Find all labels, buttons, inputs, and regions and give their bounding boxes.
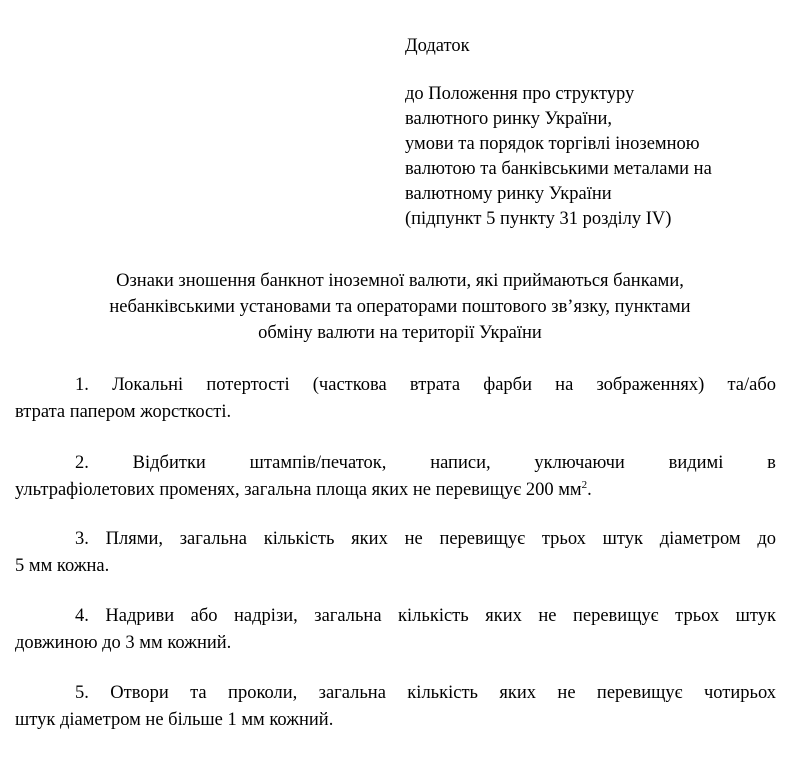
- list-item-4: [15, 603, 776, 657]
- item-word: штампів/печаток,: [249, 453, 387, 473]
- item-line: довжиною до 3 мм кожний.: [15, 633, 232, 653]
- item-word: уключаючи: [534, 453, 625, 473]
- appendix-line: валютою та банківськими металами на: [405, 159, 712, 179]
- appendix-line: умови та порядок торгівлі іноземною: [405, 134, 700, 154]
- item-line: 4. Надриви або надрізи, загальна кількість яких не перевищує трьох штук: [75, 606, 776, 626]
- item-line: [15, 450, 776, 477]
- list-item-1: [15, 372, 776, 426]
- appendix-reference: [405, 81, 800, 231]
- appendix-line: валютного ринку України,: [405, 109, 613, 129]
- appendix-line: валютному ринку України: [405, 184, 612, 204]
- item-line: 5. Отвори та проколи, загальна кількість яких не перевищує чотирьох: [75, 683, 776, 703]
- item-line: штук діаметром не більше 1 мм кожний.: [15, 710, 334, 730]
- item-text-end: .: [587, 480, 592, 500]
- superscript: 2: [581, 479, 588, 491]
- document-heading: [20, 268, 780, 346]
- appendix-line: до Положення про структуру: [405, 84, 635, 104]
- heading-line: небанківськими установами та операторами поштового зв’язку, пунктами: [109, 297, 691, 317]
- list-item-2: [15, 450, 776, 504]
- list-item-5: [15, 680, 776, 734]
- item-word: Відбитки: [132, 453, 206, 473]
- item-line: 3. Плями, загальна кількість яких не перевищує трьох штук діаметром до: [75, 529, 776, 549]
- item-word: написи,: [430, 453, 491, 473]
- item-line: [15, 477, 776, 504]
- item-line: втрата папером жорсткості.: [15, 402, 232, 422]
- item-word: 2.: [75, 453, 89, 473]
- item-text: ультрафіолетових променях, загальна площа яких не перевищує 200 мм: [15, 480, 582, 500]
- item-line: 5 мм кожна.: [15, 556, 110, 576]
- heading-line: обміну валюти на території України: [258, 323, 542, 343]
- item-word: видимі: [668, 453, 724, 473]
- appendix-line: (підпункт 5 пункту 31 розділу IV): [405, 209, 672, 229]
- list-item-3: [15, 526, 776, 580]
- appendix-block: [405, 33, 800, 231]
- heading-line: Ознаки зношення банкнот іноземної валюти, які приймаються банками,: [116, 271, 684, 291]
- item-line: 1. Локальні потертості (часткова втрата фарби на зображеннях) та/або: [75, 375, 776, 395]
- appendix-title: Додаток: [405, 36, 470, 56]
- item-word: в: [767, 453, 776, 473]
